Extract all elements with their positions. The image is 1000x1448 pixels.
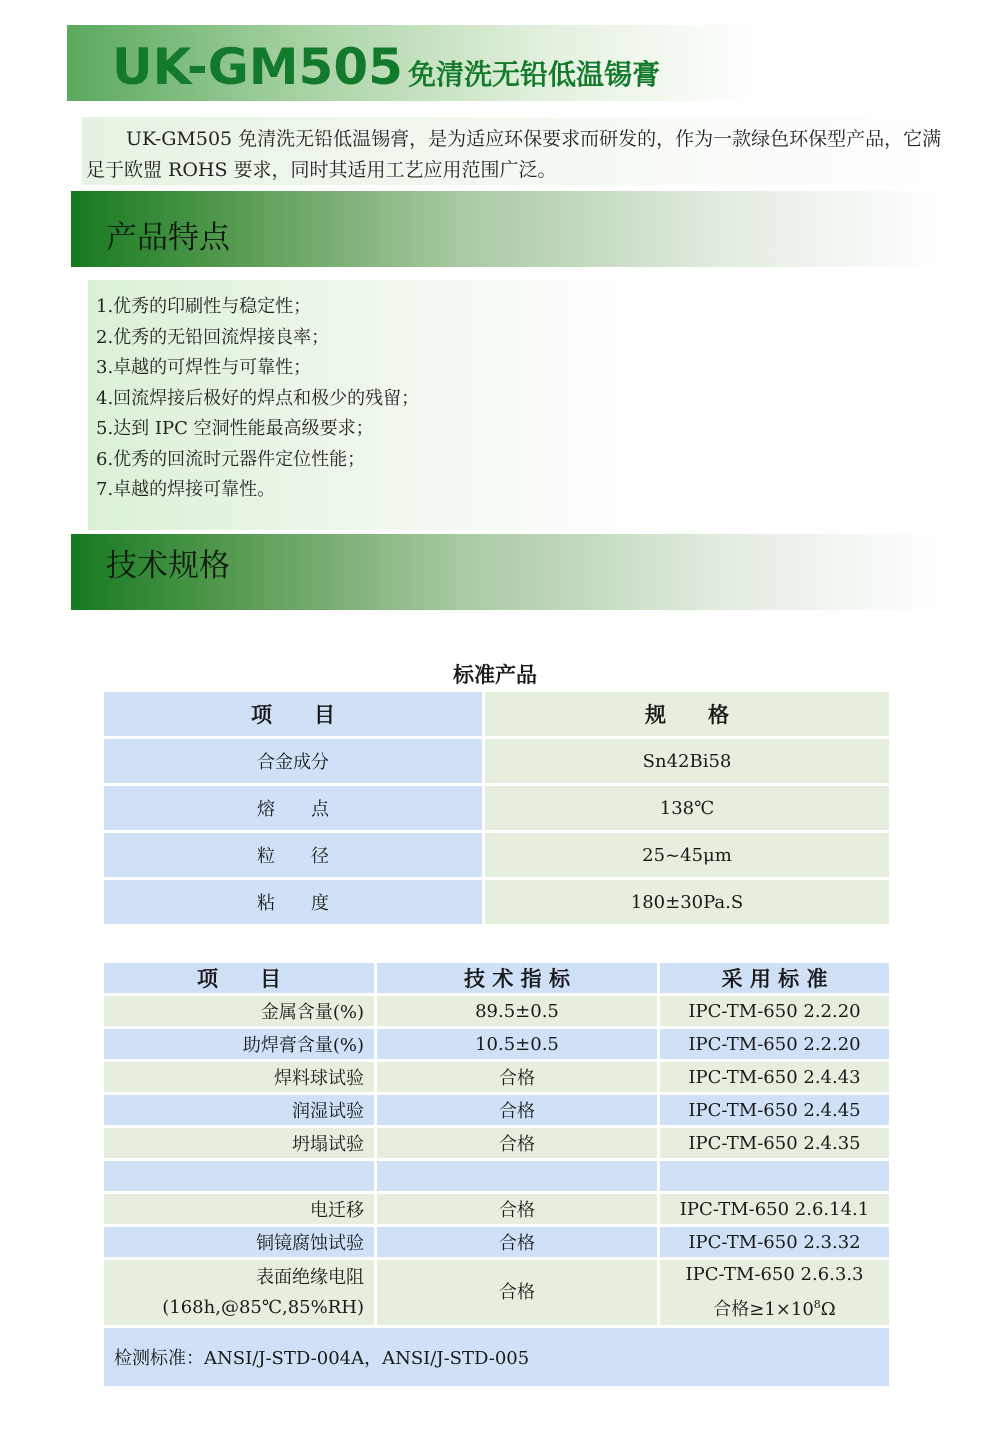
feature-item: 2.优秀的无铅回流焊接良率； [96, 326, 330, 348]
standard-product-caption: 标准产品 [453, 663, 537, 687]
table-row [104, 1227, 889, 1260]
cell-standard: IPC-TM-650 2.6.14.1 [660, 1194, 889, 1227]
cell-item: 焊料球试验 [104, 1062, 377, 1095]
cell-spec: 180±30Pa.S [485, 880, 889, 927]
table-row [104, 1062, 889, 1095]
cell-spec: 25~45μm [485, 833, 889, 880]
table-header-row [104, 692, 889, 739]
table-row [104, 1260, 889, 1328]
header-standard: 采 用 标 准 [660, 963, 889, 996]
specs-section-title: 技术规格 [106, 548, 230, 584]
feature-item: 5.达到 IPC 空洞性能最高级要求； [96, 418, 374, 439]
cell-item: 合金成分 [104, 739, 485, 786]
standard-product-table [104, 692, 889, 927]
table-header-row [104, 963, 889, 996]
header-item: 项 目 [104, 692, 485, 739]
cell-standard [660, 1260, 889, 1328]
technical-index-table [104, 963, 889, 1389]
cell-index [377, 1161, 660, 1194]
cell-item: 粒 径 [104, 833, 485, 880]
intro-paragraph: UK-GM505 免清洗无铅低温锡膏，是为适应环保要求而研发的，作为一款绿色环保型产品，它满足于欧盟 ROHS 要求，同时其适用工艺应用范围广泛。 [86, 128, 942, 181]
table-row-empty [104, 1161, 889, 1194]
cell-standard: IPC-TM-650 2.3.32 [660, 1227, 889, 1260]
feature-item: 4.回流焊接后极好的焊点和极少的残留； [96, 387, 420, 409]
feature-item: 6.优秀的回流时元器件定位性能； [96, 448, 366, 470]
table-row [104, 1095, 889, 1128]
cell-item: 金属含量(%) [104, 996, 377, 1029]
table-row [104, 1128, 889, 1161]
product-model-title: UK-GM505 [112, 38, 403, 96]
cell-index: 合格 [377, 1227, 660, 1260]
table-row [104, 1029, 889, 1062]
cell-standard [660, 1161, 889, 1194]
table-row [104, 739, 889, 786]
features-section-title: 产品特点 [106, 220, 230, 256]
cell-standard: IPC-TM-650 2.4.35 [660, 1128, 889, 1161]
table-row [104, 996, 889, 1029]
cell-standard: IPC-TM-650 2.2.20 [660, 1029, 889, 1062]
resistance-value: 合格≥1×10 [713, 1299, 814, 1320]
cell-item: 助焊膏含量(%) [104, 1029, 377, 1062]
cell-standard: IPC-TM-650 2.2.20 [660, 996, 889, 1029]
header-item: 项 目 [104, 963, 377, 996]
cell-index: 10.5±0.5 [377, 1029, 660, 1062]
cell-item: 粘 度 [104, 880, 485, 927]
cell-item: 电迁移 [104, 1194, 377, 1227]
header-index: 技 术 指 标 [377, 963, 660, 996]
table-footer-row [104, 1328, 889, 1389]
table-row [104, 1194, 889, 1227]
cell-item-line1: 表面绝缘电阻 [256, 1266, 364, 1288]
cell-standard-line1: IPC-TM-650 2.6.3.3 [685, 1264, 864, 1285]
cell-spec: 138℃ [485, 786, 889, 833]
cell-item: 铜镜腐蚀试验 [104, 1227, 377, 1260]
cell-standard: IPC-TM-650 2.4.45 [660, 1095, 889, 1128]
cell-index: 合格 [377, 1194, 660, 1227]
cell-item: 熔 点 [104, 786, 485, 833]
cell-spec: Sn42Bi58 [485, 739, 889, 786]
cell-index: 合格 [377, 1095, 660, 1128]
cell-standard-line2 [713, 1299, 835, 1320]
header-spec: 规 格 [485, 692, 889, 739]
table-row [104, 833, 889, 880]
feature-item: 1.优秀的印刷性与稳定性； [96, 296, 312, 317]
test-standard-note: 检测标准：ANSI/J-STD-004A，ANSI/J-STD-005 [104, 1328, 889, 1389]
table-row [104, 880, 889, 927]
cell-index: 89.5±0.5 [377, 996, 660, 1029]
table-row [104, 786, 889, 833]
feature-item: 7.卓越的焊接可靠性。 [96, 479, 276, 500]
cell-index: 合格 [377, 1062, 660, 1095]
cell-index: 合格 [377, 1128, 660, 1161]
cell-index: 合格 [377, 1260, 660, 1328]
product-name-title: 免清洗无铅低温锡膏 [408, 58, 661, 91]
cell-item: 润湿试验 [104, 1095, 377, 1128]
feature-item: 3.卓越的可焊性与可靠性； [96, 357, 312, 378]
resistance-unit: Ω [820, 1299, 836, 1320]
cell-item [104, 1260, 377, 1328]
cell-item [104, 1161, 377, 1194]
cell-standard: IPC-TM-650 2.4.43 [660, 1062, 889, 1095]
resistance-exponent: 8 [813, 1298, 821, 1311]
cell-item: 坍塌试验 [104, 1128, 377, 1161]
features-list [96, 292, 419, 506]
cell-item-line2: (168h,@85℃,85%RH) [162, 1296, 364, 1318]
